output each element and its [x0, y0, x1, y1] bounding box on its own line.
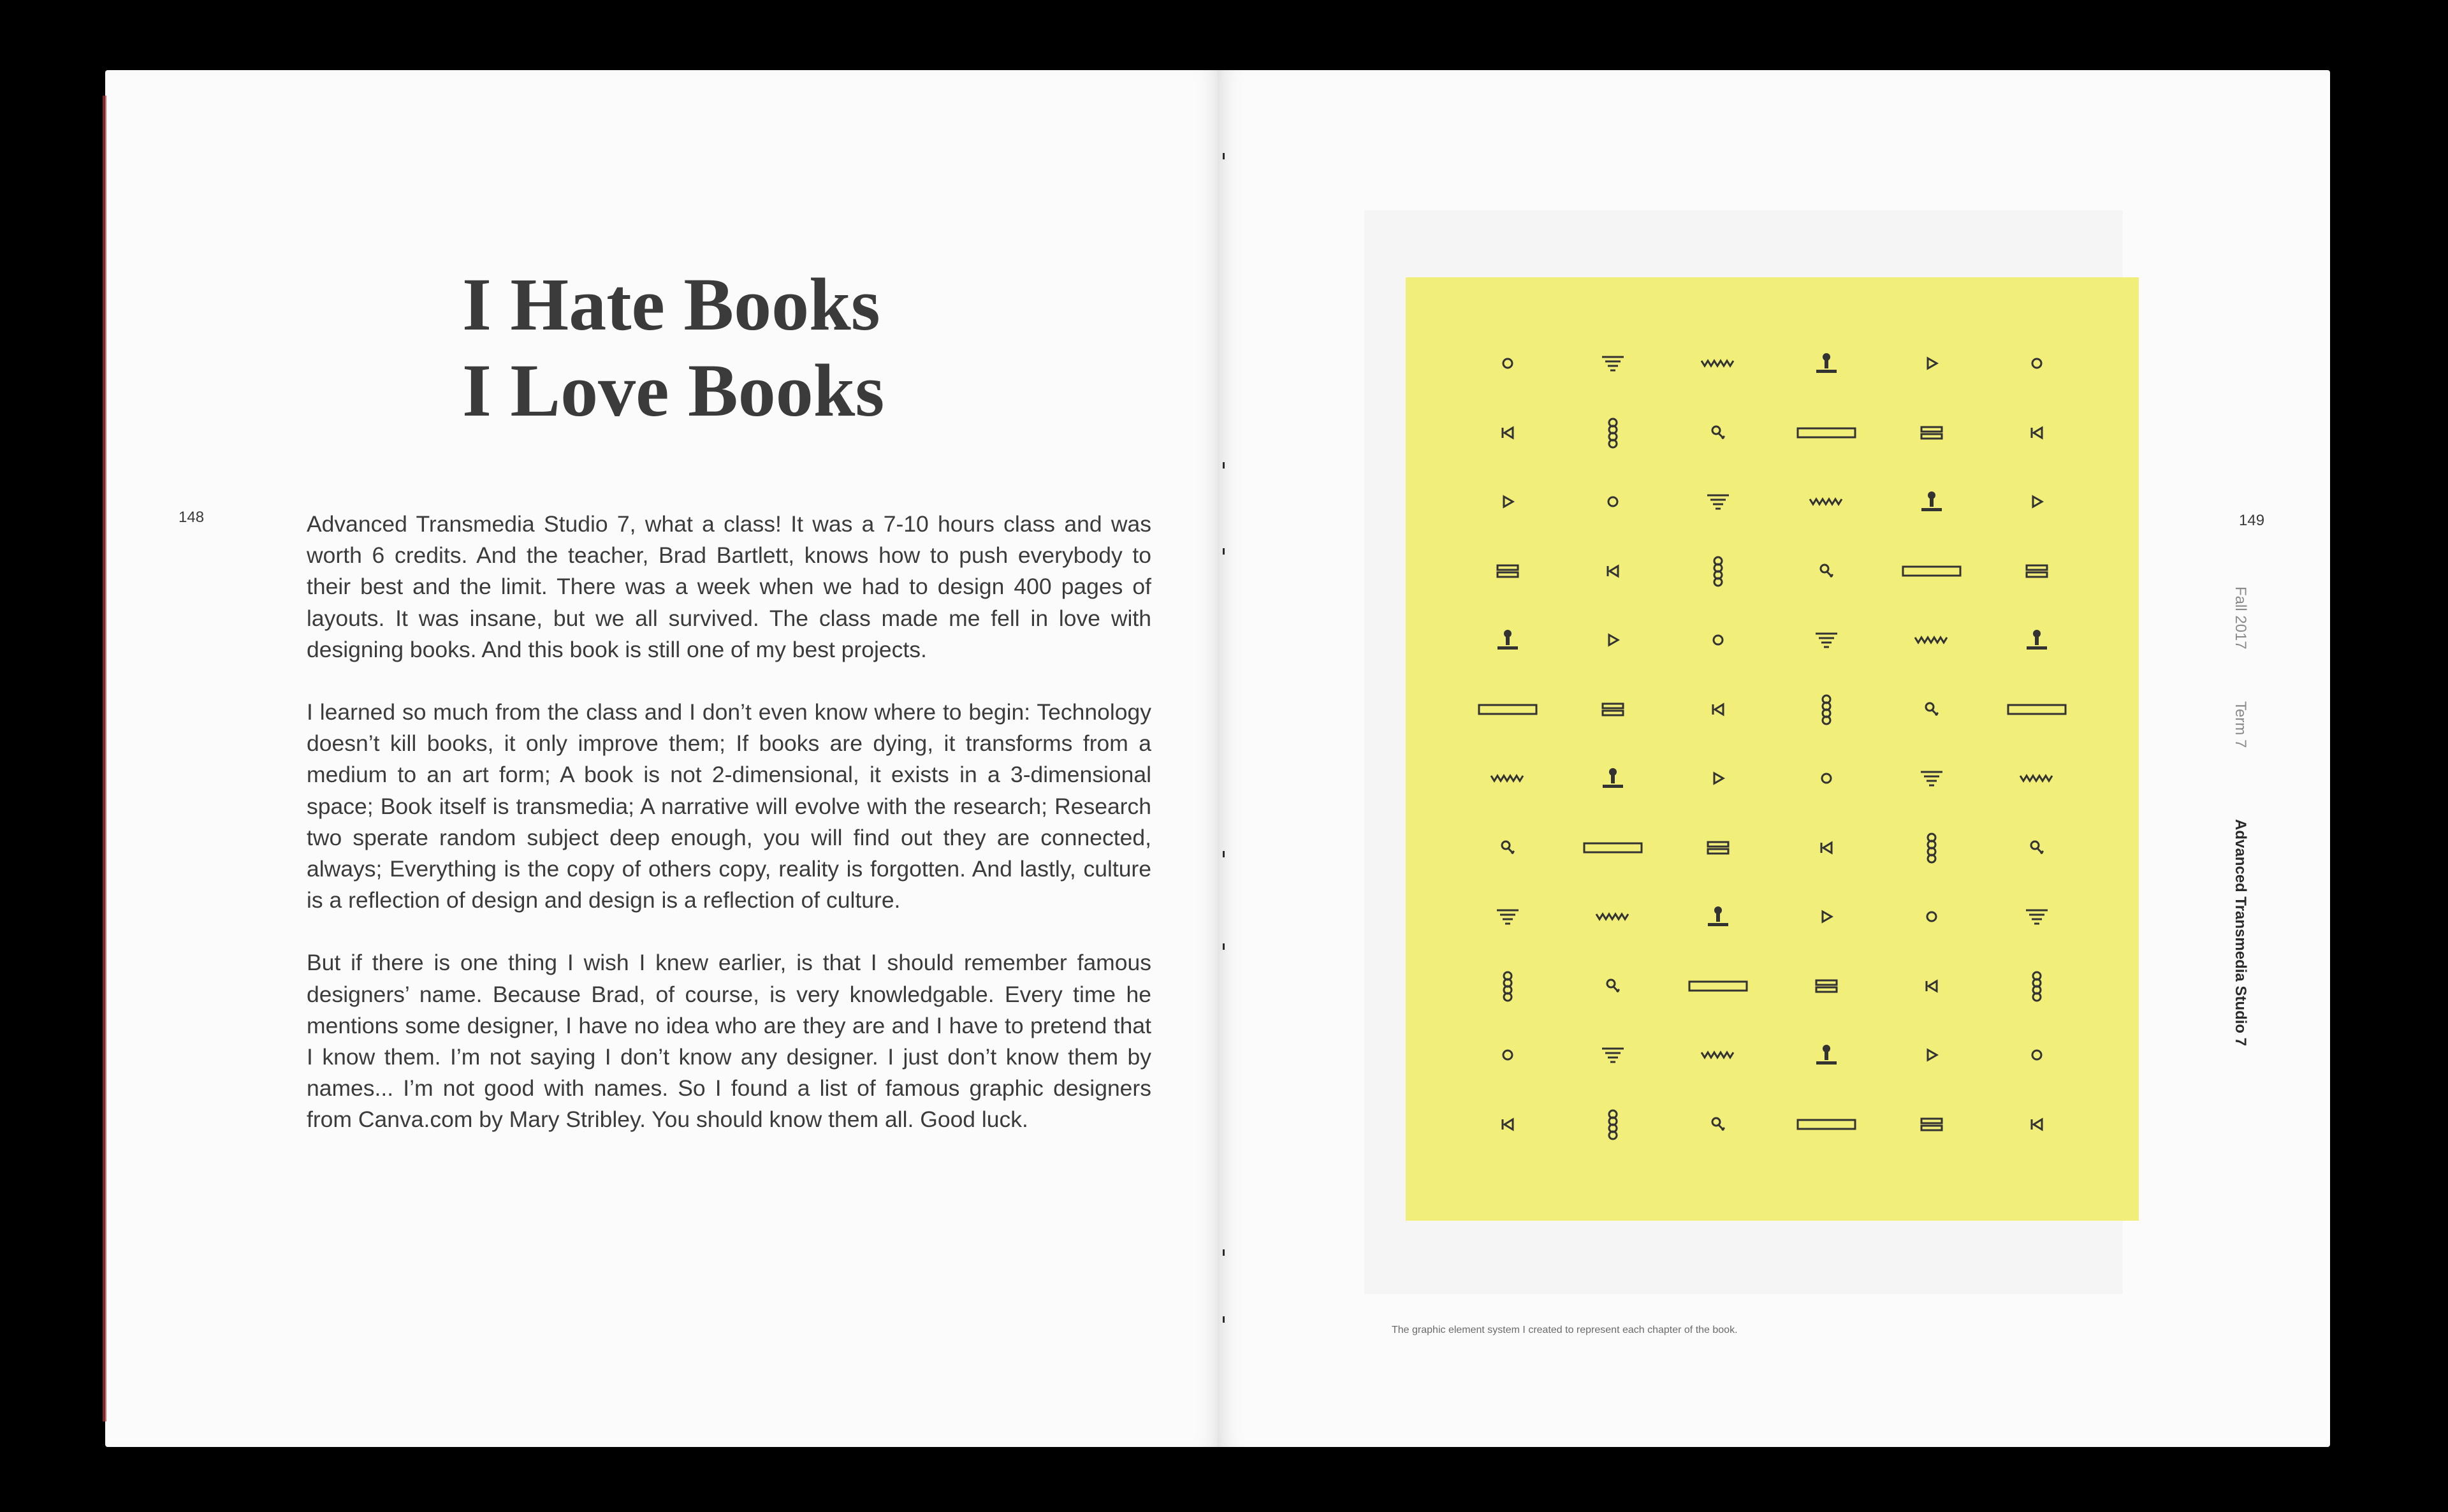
- long-bar-icon: [1788, 414, 1865, 452]
- spine-mark: [1223, 851, 1225, 857]
- filter-lines-icon: [1575, 344, 1651, 382]
- stamp-icon: [1575, 759, 1651, 797]
- paragraph-2: I learned so much from the class and I don’t even know where to begin: Technology doesn’t kill books, it only improve them; If books are dying, it transforms from a medium to an art form; A book is not 2-dimensional, it exists in a 3-dimensional space; Book itself is transmedia; A narrative will evolve with the research; Research two sperate random subject deep enough, you will find out they are connected, always; Everything is the copy of others copy, reality is forgotten. And lastly, culture is a reflection of design and design is a reflection of culture.: [307, 699, 1151, 913]
- long-bar-icon: [1999, 690, 2075, 729]
- key-icon: [1575, 967, 1651, 1005]
- skip-back-icon: [1469, 414, 1546, 452]
- stamp-icon: [1788, 1036, 1865, 1074]
- zigzag-icon: [1469, 759, 1546, 797]
- left-page: [105, 70, 1221, 1447]
- spine-mark: [1223, 1249, 1225, 1256]
- double-bar-icon: [1788, 967, 1865, 1005]
- chain-loops-icon: [1469, 967, 1546, 1005]
- filter-lines-icon: [1680, 483, 1756, 521]
- double-bar-icon: [1999, 552, 2075, 590]
- chain-loops-icon: [1575, 1105, 1651, 1144]
- filter-lines-icon: [1788, 621, 1865, 659]
- page-number-left: 148: [178, 509, 205, 526]
- side-label-semester: Fall 2017: [2232, 586, 2249, 650]
- long-bar-icon: [1575, 829, 1651, 867]
- long-bar-icon: [1788, 1105, 1865, 1144]
- play-triangle-icon: [1575, 621, 1651, 659]
- circle-icon: [1999, 344, 2075, 382]
- paragraph-3: But if there is one thing I wish I knew earlier, is that I should remember famous designers’ name. Because Brad, of course, is very knowledgable. Every time he mentions some designer, I have no idea who are they are and I have to pretend that I know them. I’m not saying I don’t know any designer. I just don’t know them by names... I’m not good with names. So I found a list of famous graphic designers from Canva.com by Mary Stribley. You should know them all. Good luck.: [307, 950, 1151, 1133]
- long-bar-icon: [1893, 552, 1970, 590]
- long-bar-icon: [1680, 967, 1756, 1005]
- circle-icon: [1788, 759, 1865, 797]
- title-line-1: I Hate Books: [462, 263, 880, 346]
- circle-icon: [1999, 1036, 2075, 1074]
- body-text: [307, 509, 1151, 1167]
- key-icon: [1680, 414, 1756, 452]
- filter-lines-icon: [1469, 898, 1546, 936]
- circle-icon: [1469, 1036, 1546, 1074]
- long-bar-icon: [1469, 690, 1546, 729]
- page-title: [462, 261, 1087, 433]
- zigzag-icon: [1680, 1036, 1756, 1074]
- chain-loops-icon: [1575, 414, 1651, 452]
- chain-loops-icon: [1680, 552, 1756, 590]
- filter-lines-icon: [1575, 1036, 1651, 1074]
- play-triangle-icon: [1893, 344, 1970, 382]
- key-icon: [1680, 1105, 1756, 1144]
- zigzag-icon: [1788, 483, 1865, 521]
- right-page: [1218, 70, 2330, 1447]
- paragraph-1: Advanced Transmedia Studio 7, what a class! It was a 7-10 hours class and was worth 6 credits. And the teacher, Brad Bartlett, knows how to push everybody to their best and the limit. There was a week when we had to design 400 pages of layouts. It was insane, but we all survived. The class made me fell in love with designing books. And this book is still one of my best projects.: [307, 511, 1151, 662]
- play-triangle-icon: [1469, 483, 1546, 521]
- chain-loops-icon: [1893, 829, 1970, 867]
- double-bar-icon: [1469, 552, 1546, 590]
- side-label-course: Advanced Transmedia Studio 7: [2232, 819, 2249, 1047]
- spine-mark: [1223, 1316, 1225, 1323]
- filter-lines-icon: [1999, 898, 2075, 936]
- circle-icon: [1575, 483, 1651, 521]
- stamp-icon: [1469, 621, 1546, 659]
- graphic-element-panel: [1406, 277, 2139, 1221]
- figure-caption: The graphic element system I created to represent each chapter of the book.: [1392, 1325, 1738, 1335]
- stamp-icon: [1680, 898, 1756, 936]
- zigzag-icon: [1575, 898, 1651, 936]
- skip-back-icon: [1469, 1105, 1546, 1144]
- double-bar-icon: [1680, 829, 1756, 867]
- side-label-term: Term 7: [2232, 701, 2249, 748]
- stamp-icon: [1893, 483, 1970, 521]
- chain-loops-icon: [1999, 967, 2075, 1005]
- spine-mark: [1223, 548, 1225, 555]
- skip-back-icon: [1999, 414, 2075, 452]
- title-line-2: I Love Books: [462, 349, 885, 432]
- zigzag-icon: [1680, 344, 1756, 382]
- double-bar-icon: [1575, 690, 1651, 729]
- key-icon: [1469, 829, 1546, 867]
- play-triangle-icon: [1680, 759, 1756, 797]
- spine-mark: [1223, 153, 1225, 159]
- spine-mark: [1223, 462, 1225, 469]
- skip-back-icon: [1680, 690, 1756, 729]
- circle-icon: [1893, 898, 1970, 936]
- skip-back-icon: [1999, 1105, 2075, 1144]
- page-number-right: 149: [2239, 512, 2265, 529]
- play-triangle-icon: [1788, 898, 1865, 936]
- key-icon: [1999, 829, 2075, 867]
- circle-icon: [1680, 621, 1756, 659]
- spine-mark: [1223, 943, 1225, 950]
- skip-back-icon: [1788, 829, 1865, 867]
- skip-back-icon: [1893, 967, 1970, 1005]
- zigzag-icon: [1893, 621, 1970, 659]
- zigzag-icon: [1999, 759, 2075, 797]
- play-triangle-icon: [1999, 483, 2075, 521]
- chain-loops-icon: [1788, 690, 1865, 729]
- double-bar-icon: [1893, 414, 1970, 452]
- stamp-icon: [1999, 621, 2075, 659]
- double-bar-icon: [1893, 1105, 1970, 1144]
- key-icon: [1788, 552, 1865, 590]
- filter-lines-icon: [1893, 759, 1970, 797]
- skip-back-icon: [1575, 552, 1651, 590]
- key-icon: [1893, 690, 1970, 729]
- stamp-icon: [1788, 344, 1865, 382]
- circle-icon: [1469, 344, 1546, 382]
- play-triangle-icon: [1893, 1036, 1970, 1074]
